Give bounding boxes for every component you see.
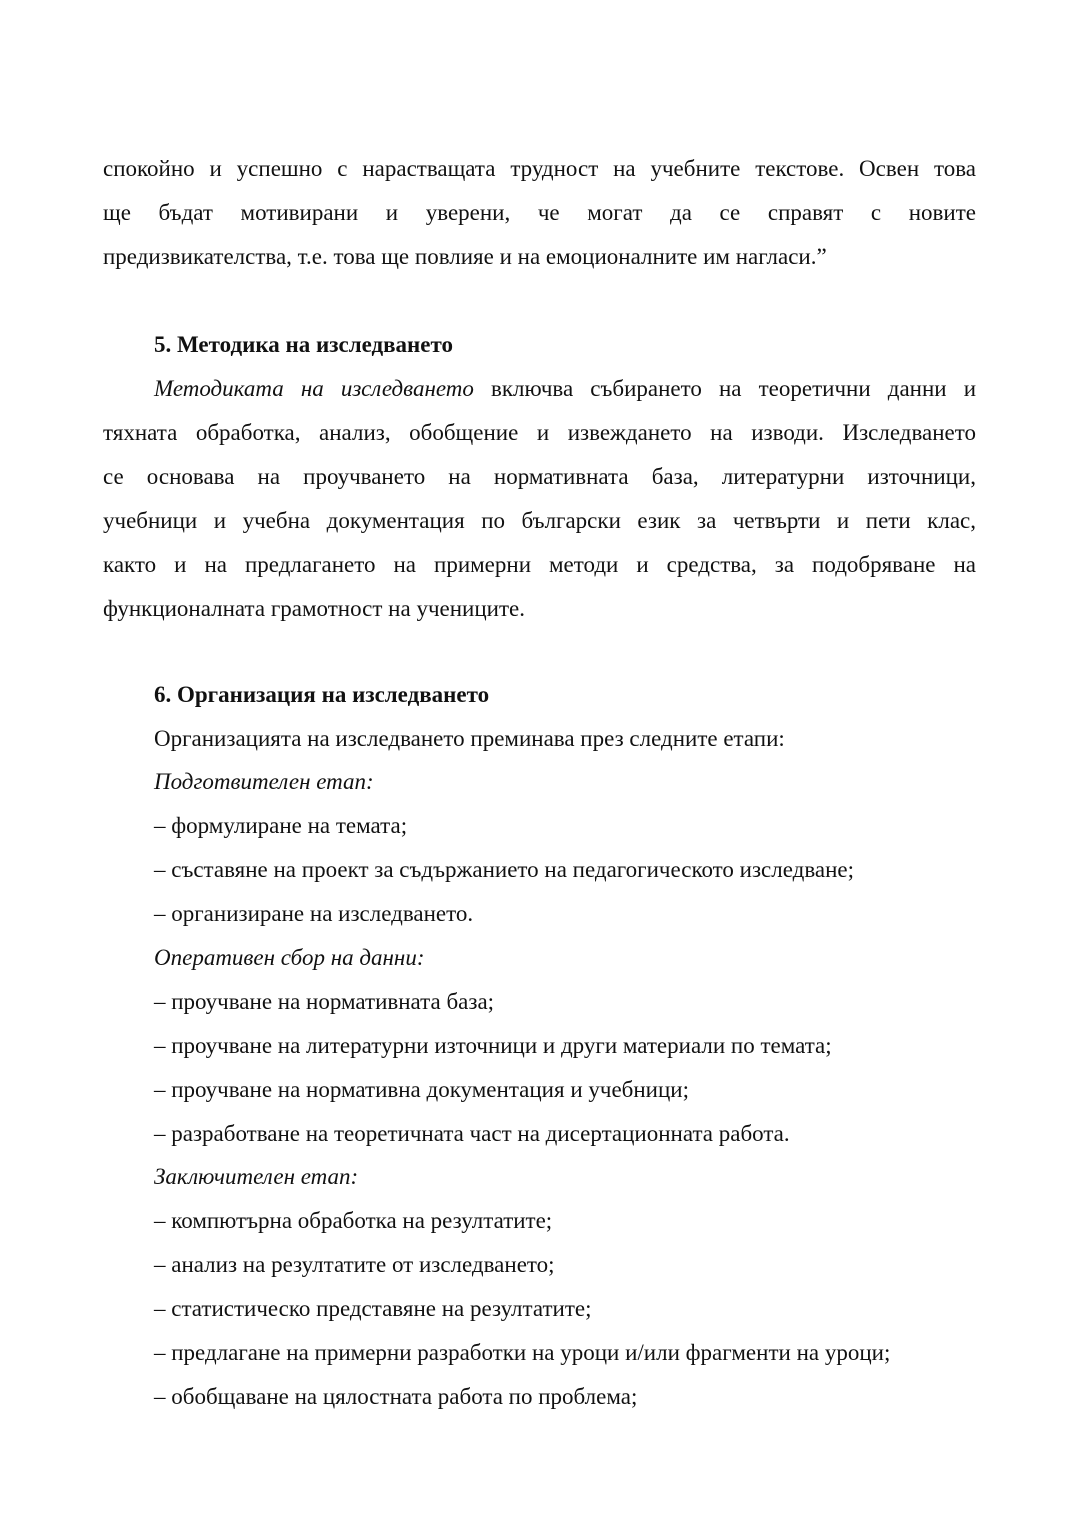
stage-1-item: – формулиране на темата; [154,813,408,838]
stage-3-item: – анализ на резултатите от изследването; [154,1252,555,1277]
stage-2-item: – разработване на теоретичната част на дисертационната работа. [154,1121,790,1146]
stage-3-item: – компютърна обработка на резултатите; [154,1208,553,1233]
section-5-line-3: се основава на проучването на нормативната база, литературни източници, [103,464,976,489]
stage-2-item: – проучване на нормативна документация и учебници; [154,1077,689,1102]
stage-1-item: – организиране на изследването. [154,901,474,926]
section-5-line-5: както и на предлагането на примерни методи и средства, за подобряване на [103,552,976,577]
stage-3-title: Заключителен етап: [154,1164,359,1189]
section-5-line-1-rest: включва събирането на теоретични данни и [473,376,976,401]
section-5-line-1 [154,374,976,404]
stage-2-item: – проучване на нормативната база; [154,989,495,1014]
section-5-italic-lead: Методиката на изследването [154,376,474,401]
stage-3-item: – обобщаване на цялостната работа по проблема; [154,1384,638,1409]
intro-line-1: спокойно и успешно с нарастващата трудност на учебните текстове. Освен това [103,156,976,181]
stage-2-item: – проучване на литературни източници и други материали по темата; [154,1033,832,1058]
stage-3-item: – предлагане на примерни разработки на уроци и/или фрагменти на уроци; [154,1340,891,1365]
section-5-heading: 5. Методика на изследването [154,332,454,357]
stage-1-item: – съставяне на проект за съдържанието на педагогическото изследване; [154,857,855,882]
intro-line-3: предизвикателства, т.е. това ще повлияе и на емоционалните им нагласи.” [103,244,827,269]
section-5-line-4: учебници и учебна документация по български език за четвърти и пети клас, [103,508,976,533]
stage-2-title: Оперативен сбор на данни: [154,945,425,970]
stage-1-title: Подготвителен етап: [154,769,374,794]
section-6-heading: 6. Организация на изследването [154,682,490,707]
section-6-intro: Организацията на изследването преминава през следните етапи: [154,726,785,751]
stage-3-item: – статистическо представяне на резултатите; [154,1296,592,1321]
section-5-line-2: тяхната обработка, анализ, обобщение и извеждането на изводи. Изследването [103,420,976,445]
section-5-line-6: функционалната грамотност на учениците. [103,596,525,621]
intro-line-2: ще бъдат мотивирани и уверени, че могат да се справят с новите [103,200,976,225]
